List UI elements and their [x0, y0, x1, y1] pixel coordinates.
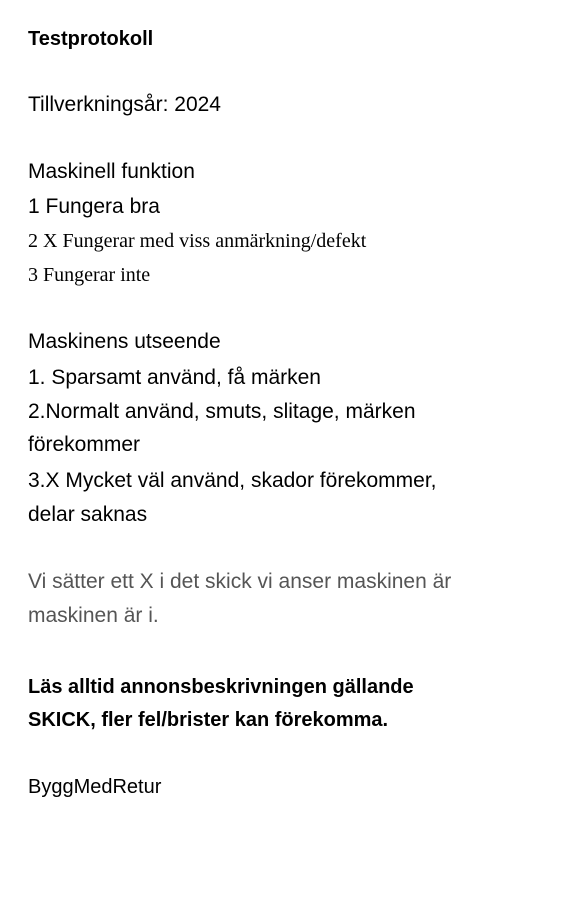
- condition-warning-continued: SKICK, fler fel/brister kan förekomma.: [28, 709, 389, 731]
- condition-warning: Läs alltid annonsbeskrivningen gällande: [28, 676, 414, 698]
- appearance-option-3-continued: delar saknas: [28, 503, 148, 526]
- appearance-option-2: 2.Normalt använd, smuts, slitage, märken: [28, 400, 416, 423]
- machine-function-heading: Maskinell funktion: [28, 160, 195, 183]
- manufacture-year: Tillverkningsår: 2024: [28, 93, 221, 116]
- function-option-3: 3 Fungerar inte: [28, 264, 151, 286]
- appearance-option-2-continued: förekommer: [28, 433, 141, 456]
- condition-note: Vi sätter ett X i det skick vi anser maskinen är: [28, 570, 452, 593]
- appearance-option-1: 1. Sparsamt använd, få märken: [28, 366, 321, 389]
- function-option-2: 2 X Fungerar med viss anmärkning/defekt: [28, 230, 367, 252]
- condition-note-continued: maskinen är i.: [28, 604, 159, 627]
- company-signature: ByggMedRetur: [28, 776, 162, 798]
- machine-appearance-heading: Maskinens utseende: [28, 330, 221, 353]
- document-title: Testprotokoll: [28, 28, 154, 50]
- function-option-1: 1 Fungera bra: [28, 195, 160, 218]
- appearance-option-3: 3.X Mycket väl använd, skador förekommer,: [28, 469, 437, 492]
